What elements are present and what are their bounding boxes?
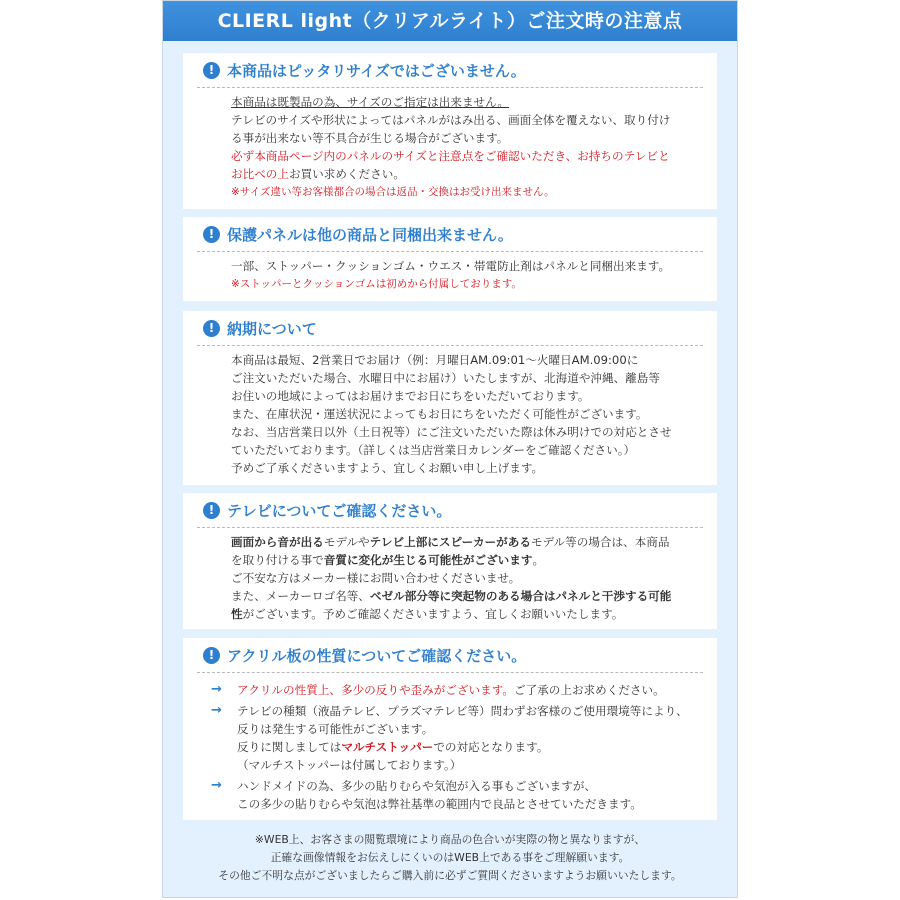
body-line: ご注文いただいた場合、水曜日中にお届け）いたしますが、北海道や沖縄、離島等: [231, 371, 660, 385]
order-notice-panel: [162, 0, 738, 898]
card-body: [183, 346, 717, 485]
notice-card-size: [183, 53, 717, 209]
arrow-right-icon: →: [211, 682, 222, 697]
list-item: [211, 681, 703, 699]
footer-line: ※WEB上、お客さまの閲覧環境により商品の色合いが実際の物と異なりますが、: [254, 833, 646, 846]
card-title: 納期について: [227, 320, 317, 338]
bold-text: 性: [231, 607, 243, 621]
card-header: [197, 493, 703, 528]
card-header: [197, 217, 703, 252]
body-line: この多少の貼りむらや気泡は弊社基準の範囲内で良品とさせていただきます。: [237, 797, 642, 811]
card-body: [183, 252, 717, 301]
body-line: [231, 165, 703, 183]
body-text: ご了承の上お求めください。: [513, 683, 665, 697]
notice-card-acrylic: [183, 638, 717, 820]
card-title: テレビについてご確認ください。: [227, 502, 452, 520]
body-text: モデル等の場合は、本商品: [530, 535, 670, 549]
arrow-right-icon: →: [211, 778, 222, 793]
warning-text: マルチストッパー: [341, 740, 434, 754]
card-title: アクリル板の性質についてご確認ください。: [227, 647, 527, 665]
exclamation-circle-icon: !: [203, 320, 220, 337]
body-line: 本商品は最短、2営業日でお届け（例：月曜日AM.09:01～火曜日AM.09:00に: [231, 353, 639, 367]
list-item: [211, 777, 703, 813]
body-text: また、メーカーロゴ名等、: [231, 589, 370, 603]
body-line: ていただいております。（詳しくは当店営業日カレンダーをご確認ください。）: [231, 443, 636, 457]
footer-line: その他ご不明な点がございましたらご購入前に必ずご質問くださいますようお願いいたします。: [218, 869, 682, 882]
body-line: テレビのサイズや形状によってはパネルがはみ出る、画面全体を覆えない、取り付け: [231, 113, 671, 127]
card-header: [197, 53, 703, 88]
warning-text: お比べの上: [231, 167, 289, 181]
body-text: での対応となります。: [433, 740, 549, 754]
card-header: [197, 311, 703, 346]
bold-text: 画面から音が出る: [231, 535, 324, 549]
body-text: を取り付ける事で: [231, 553, 324, 567]
body-line: お住いの地域によってはお届けまでお日にちをいただいております。: [231, 389, 590, 403]
body-line: [231, 605, 703, 623]
body-line: 本商品は既製品の為、サイズのご指定は出来ません。: [231, 95, 510, 109]
card-body: [183, 88, 717, 209]
body-text: 反りに関しましては: [237, 740, 342, 754]
bold-text: テレビ上部にスピーカーがある: [369, 535, 531, 549]
body-line: る事が出来ない等不具合が生じる場合がございます。: [231, 131, 509, 145]
body-text: モデルや: [323, 535, 370, 549]
body-line: 一部、ストッパー・クッションゴム・ウエス・帯電防止剤はパネルと同梱出来ます。: [231, 259, 671, 273]
bold-text: 音質に変化が生じる可能性がございます: [323, 553, 533, 567]
warning-note: ※サイズ違い等お客様都合の場合は返品・交換はお受け出来ません。: [231, 186, 555, 198]
body-line: また、在庫状況・運送状況によってもお日にちをいただく可能性がございます。: [231, 407, 648, 421]
body-line: （マルチストッパーは付属しております。）: [237, 758, 462, 772]
body-line: テレビの種類（液晶テレビ、プラズマテレビ等）問わずお客様のご使用環境等により、: [237, 704, 688, 718]
card-title: 本商品はピッタリサイズではございません。: [227, 62, 526, 80]
footer-line: 正確な画像情報をお伝えしにくいのはWEB上である事をご理解願います。: [270, 851, 630, 864]
notice-card-tv: [183, 493, 717, 629]
body-line: ご不安な方はメーカー様にお問い合わせくださいませ。: [231, 571, 521, 585]
body-text: がございます。予めご確認くださいますよう、宜しくお願いいたします。: [242, 607, 624, 621]
body-text: お買い求めください。: [288, 167, 405, 181]
arrow-right-icon: →: [211, 703, 222, 718]
footer-note: [163, 831, 737, 885]
body-line: [231, 587, 703, 605]
warning-note: ※ストッパーとクッションゴムは初めから付属しております。: [231, 278, 522, 290]
body-line: なお、当店営業日以外（土日祝等）にご注文いただいた際は休み明けでの対応とさせ: [231, 425, 672, 439]
card-header: [197, 638, 703, 673]
body-line: ハンドメイドの為、多少の貼りむらや気泡が入る事もございますが、: [237, 779, 597, 793]
page-title: CLIERL light（クリアルライト）ご注文時の注意点: [163, 1, 737, 41]
exclamation-circle-icon: !: [203, 62, 220, 79]
list-item: [211, 702, 703, 774]
notice-card-bundling: [183, 217, 717, 301]
card-body: [183, 528, 717, 631]
warning-text: アクリルの性質上、多少の反りや歪みがございます。: [237, 683, 514, 697]
body-line: [237, 738, 703, 756]
card-title: 保護パネルは他の商品と同梱出来ません。: [227, 226, 513, 244]
bold-text: ベゼル部分等に突起物のある場合はパネルと干渉する可能: [369, 589, 672, 603]
exclamation-circle-icon: !: [203, 647, 220, 664]
exclamation-circle-icon: !: [203, 502, 220, 519]
body-line: [231, 551, 703, 569]
card-body: [183, 673, 717, 821]
exclamation-circle-icon: !: [203, 226, 220, 243]
body-line: 反りは発生する可能性がございます。: [237, 722, 434, 736]
body-text: 。: [532, 553, 545, 567]
notice-card-delivery: [183, 311, 717, 485]
body-line: 予めご了承くださいますよう、宜しくお願い申し上げます。: [231, 461, 544, 475]
warning-line: 必ず本商品ページ内のパネルのサイズと注意点をご確認いただき、お持ちのテレビと: [231, 149, 670, 163]
body-line: [231, 533, 703, 551]
